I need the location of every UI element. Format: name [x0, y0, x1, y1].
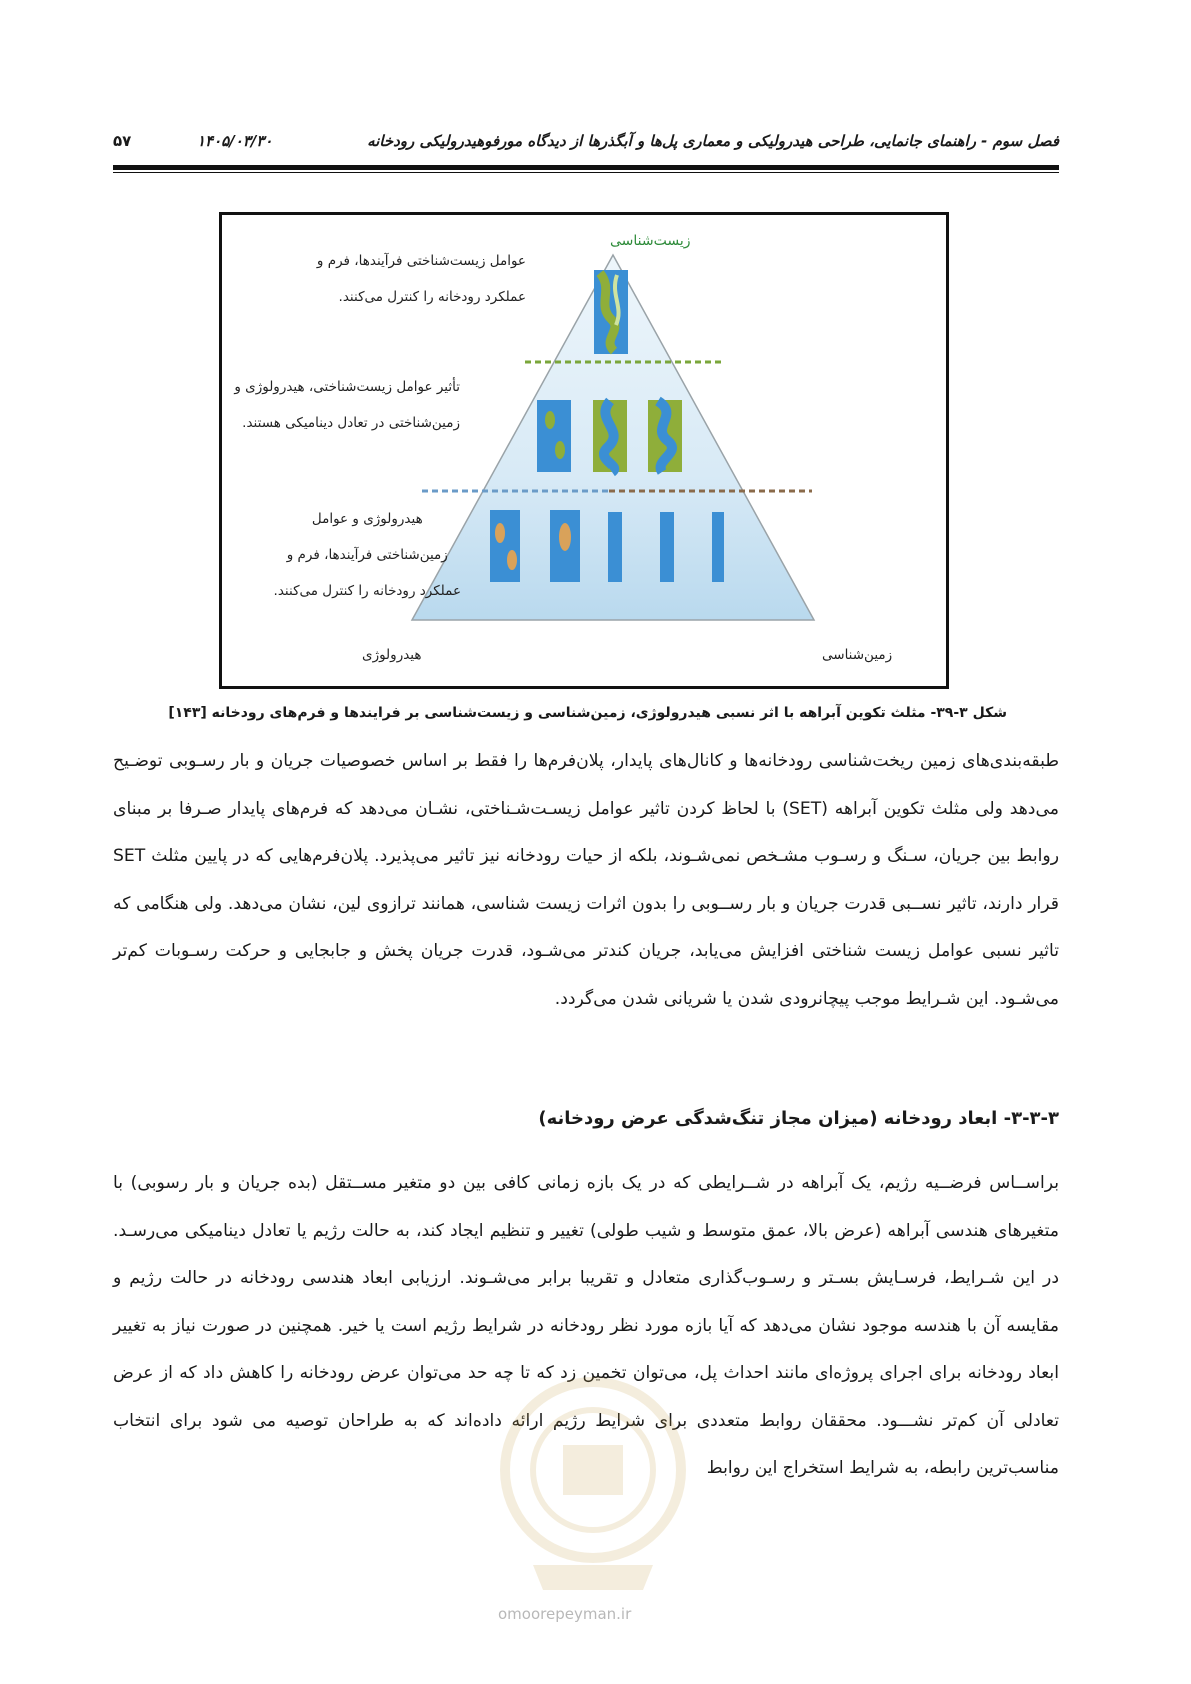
header-date: ۱۴۰۵/۰۳/۳۰	[197, 132, 273, 150]
level2-line-1: تأثیر عوامل زیست‌شناختی، هیدرولوژی و	[234, 379, 460, 395]
header-rule-thick	[113, 165, 1059, 170]
figure-caption: شکل ۳-۳۹- مثلث تکوین آبراهه با اثر نسبی هیدرولوژی، زمین‌شناسی و زیست‌شناسی بر فرایندها و فرم‌های رودخانه [۱۴۳]	[168, 705, 1007, 721]
watermark-text: omoorepeyman.ir	[498, 1605, 632, 1623]
level2-text	[234, 369, 460, 441]
header-chapter-title: فصل سوم - راهنمای جانمایی، طراحی هیدرولیکی و معماری پل‌ها و آبگذرها از دیدگاه مورفوهیدرولیکی رودخانه	[367, 132, 1059, 150]
river-panel-low-1	[490, 510, 520, 582]
river-panel-low-4	[660, 512, 674, 582]
paragraph-2: براســاس فرضــیه رژیم، یک آبراهه در شــرایطی که در یک بازه زمانی کافی بین دو متغیر مســتقل (بده جریان و بار رسوبی) با متغیرهای هندسی آبراهه (عرض بالا، عمق متوسط و شیب طولی) تغییر و تنظیم ایجاد کند، به حالت رژیم یا تعادل دینامیکی می‌رسـد. در این شـرایط، فرسـایش بسـتر و رسـوب‌گذاری متعادل و تقریبا برابر می‌شـوند. ارزیابی ابعاد هندسی رودخانه در حالت رژیم و مقایسه آن با هندسه موجود نشان می‌دهد که آیا بازه مورد نظر رودخانه در شرایط رژیم است یا خیر. همچنین در صورت نیاز به تغییر ابعاد رودخانه برای اجرای پروژه‌ای مانند احداث پل، می‌توان تخمین زد که تا چه حد می‌توان عرض رودخانه را کاهش داد که از عرض تعادلی آن کم‌تر نشـــود. محققان روابط متعددی برای شرایط رژیم ارائه داده‌اند که به طراحان توصیه می شود برای انتخاب مناسب‌ترین رابطه، به شرایط استخراج این روابط	[113, 1173, 1059, 1478]
level2-line-2: زمین‌شناختی در تعادل دینامیکی هستند.	[242, 415, 460, 431]
river-panel-mid-2	[593, 400, 627, 472]
level3-line-1: هیدرولوژی و عوامل	[311, 511, 423, 527]
page-number: ۵۷	[113, 132, 132, 150]
running-header	[113, 132, 1059, 162]
level1-text	[317, 243, 526, 315]
river-panel-low-5	[712, 512, 724, 582]
label-geology: زمین‌شناسی	[822, 647, 893, 663]
level1-line-1: عوامل زیست‌شناختی فرآیندها، فرم و	[316, 253, 526, 269]
level3-line-3: عملکرد رودخانه را کنترل می‌کنند.	[273, 583, 461, 599]
stream-evolution-triangle-figure	[219, 212, 949, 689]
level3-line-2: زمین‌شناختی فرآیندها، فرم و	[286, 547, 448, 563]
level1-line-2: عملکرد رودخانه را کنترل می‌کنند.	[338, 289, 526, 305]
river-panel-top	[594, 270, 628, 354]
paragraph-1: طبقه‌بندی‌های زمین ریخت‌شناسی رودخانه‌ها و کانال‌های پایدار، پلان‌فرم‌ها را فقط بر اساس خصوصیات جریان و بار رسـوبی توضـیح می‌دهد ولی مثلث تکوین آبراهه (SET) با لحاظ کردن تاثیر عوامل زیسـت‌شـناختی، نشـان می‌دهد که فرم‌های پایدار صـرفا بر مبنای روابط بین جریان، سـنگ و رسـوب مشـخص نمی‌شـوند، بلکه از حیات رودخانه نیز تاثیر می‌پذیرد. پلان‌فرم‌هایی که در پایین مثلث SET قرار دارند، تاثیر نســبی قدرت جریان و بار رســوبی را بدون اثرات زیست شناسی، همانند ترازوی لین، نشان می‌دهد. ولی هنگامی که تاثیر نسبی عوامل زیست شناختی افزایش می‌یابد، جریان کندتر می‌شـود، قدرت جریان پخش و جابجایی و حرکت رسـوبات کم‌تر می‌شـود. این شـرایط موجب پیچانرودی شدن یا شریانی شدن می‌گردد.	[113, 751, 1059, 1009]
river-panel-low-2	[550, 510, 580, 582]
logo-seal-icon	[493, 1365, 693, 1595]
river-panel-mid-1	[537, 400, 571, 472]
label-biology: زیست‌شناسی	[610, 233, 691, 249]
label-hydrology: هیدرولوژی	[362, 647, 422, 663]
level3-text	[274, 501, 461, 609]
header-rule-thin	[113, 172, 1059, 173]
section-heading: ۳-۳-۳- ابعاد رودخانه (میزان مجاز تنگ‌شدگی عرض رودخانه)	[538, 1108, 1059, 1129]
river-panel-mid-3	[648, 400, 682, 472]
river-panel-low-3	[608, 512, 622, 582]
